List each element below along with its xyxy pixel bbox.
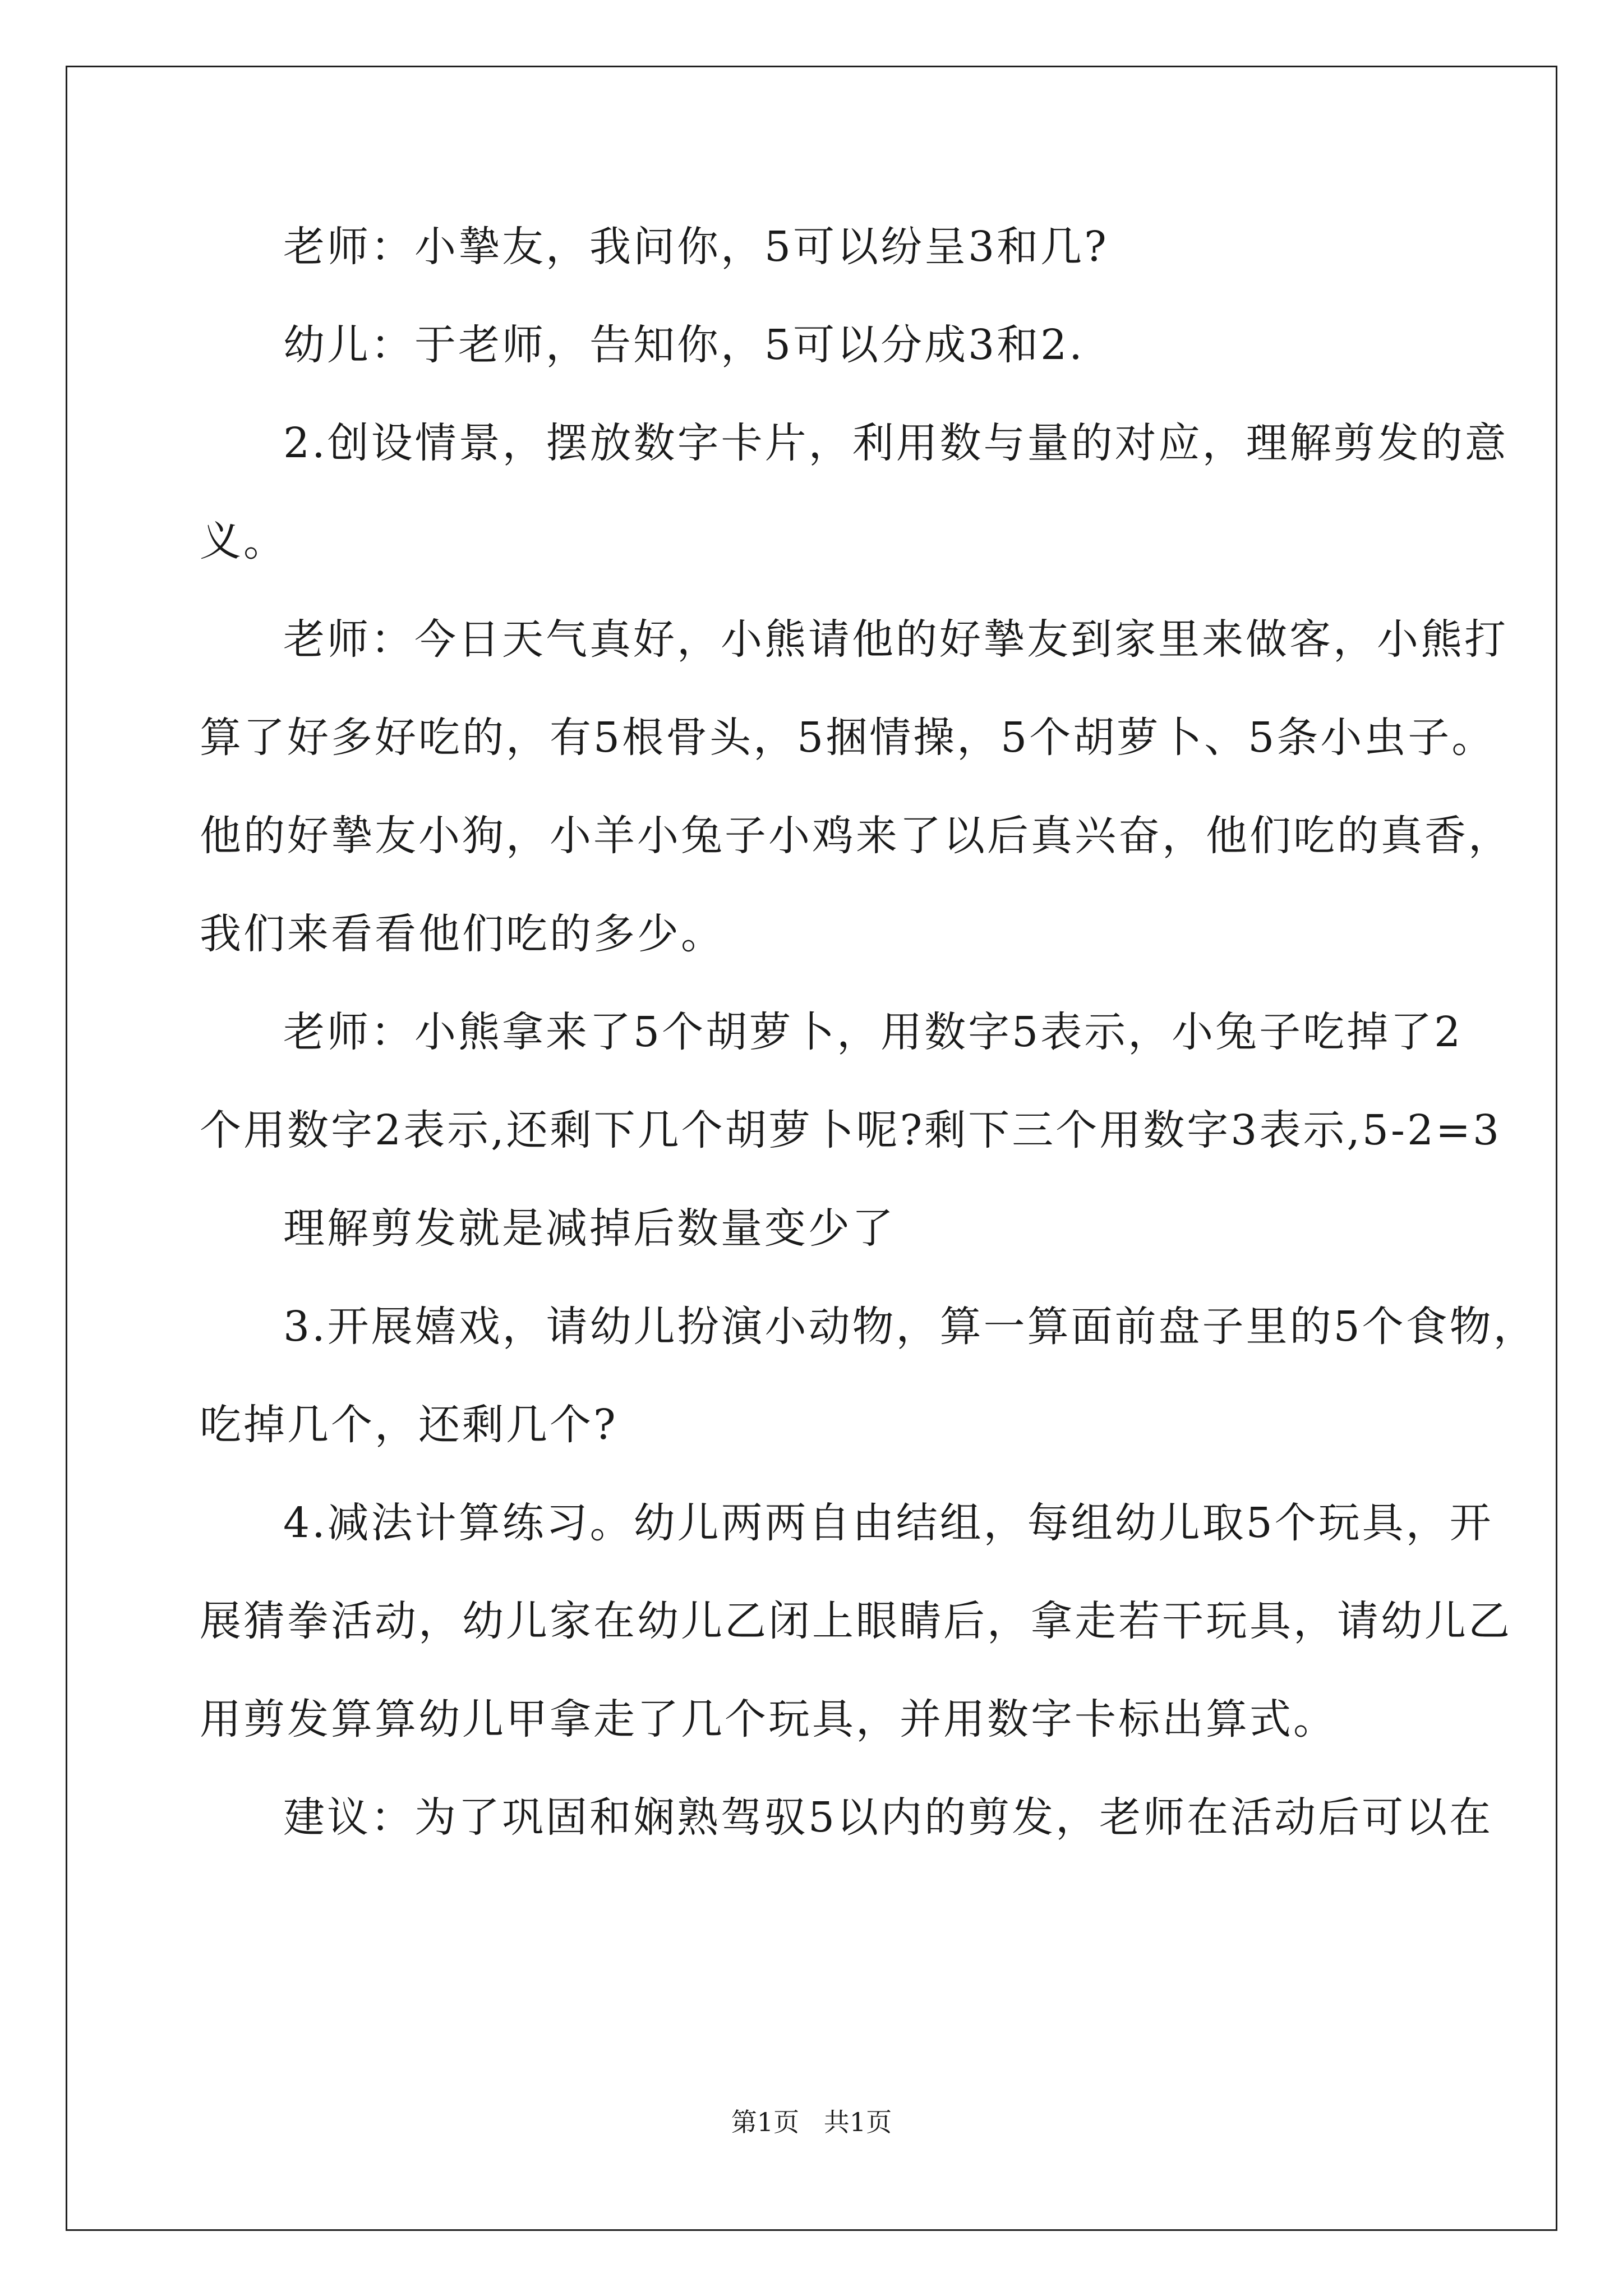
paragraph-line: 我们来看看他们吃的多少。 [200,910,725,958]
paragraph-line: 老师：今日天气真好，小熊请他的好摯友到家里来做客，小熊打 [283,615,1508,664]
paragraph-line: 吃掉几个，还剩几个? [200,1401,618,1449]
paragraph-line: 建议：为了巩固和娴熟驾驭5以内的剪发，老师在活动后可以在 [283,1793,1493,1842]
paragraph-line: 用剪发算算幼儿甲拿走了几个玩具，并用数字卡标出算式。 [200,1695,1337,1743]
paragraph-line: 算了好多好吃的，有5根骨头，5捆情操，5个胡萝卜、5条小虫子。 [200,714,1496,762]
paragraph-line: 3.开展嬉戏，请幼儿扮演小动物，算一算面前盘子里的5个食物， [283,1303,1537,1351]
page-number-footer: 第1页 共1页 [731,2107,892,2137]
paragraph-line: 理解剪发就是减掉后数量变少了 [283,1204,896,1253]
paragraph-line: 义。 [200,517,287,565]
paragraph-line: 老师：小摯友，我问你，5可以纷呈3和几? [283,223,1109,271]
paragraph-line: 老师：小熊拿来了5个胡萝卜，用数字5表示，小兔子吃掉了2 [283,1008,1463,1056]
paragraph-line: 他的好摯友小狗，小羊小兔子小鸡来了以后真兴奋，他们吃的真香， [200,812,1512,860]
document-body [200,222,1537,1843]
paragraph-line: 展猜拳活动，幼儿家在幼儿乙闭上眼睛后，拿走若干玩具，请幼儿乙 [200,1597,1512,1645]
paragraph-line: 2.创设情景，摆放数字卡片，利用数与量的对应，理解剪发的意 [283,419,1509,467]
paragraph-line: 个用数字2表示,还剩下几个胡萝卜呢?剩下三个用数字3表示,5-2=3 [200,1106,1502,1154]
paragraph-line: 幼儿：于老师，告知你，5可以分成3和2. [283,321,1085,369]
paragraph-line: 4.减法计算练习。幼儿两两自由结组，每组幼儿取5个玩具，开 [283,1499,1493,1547]
